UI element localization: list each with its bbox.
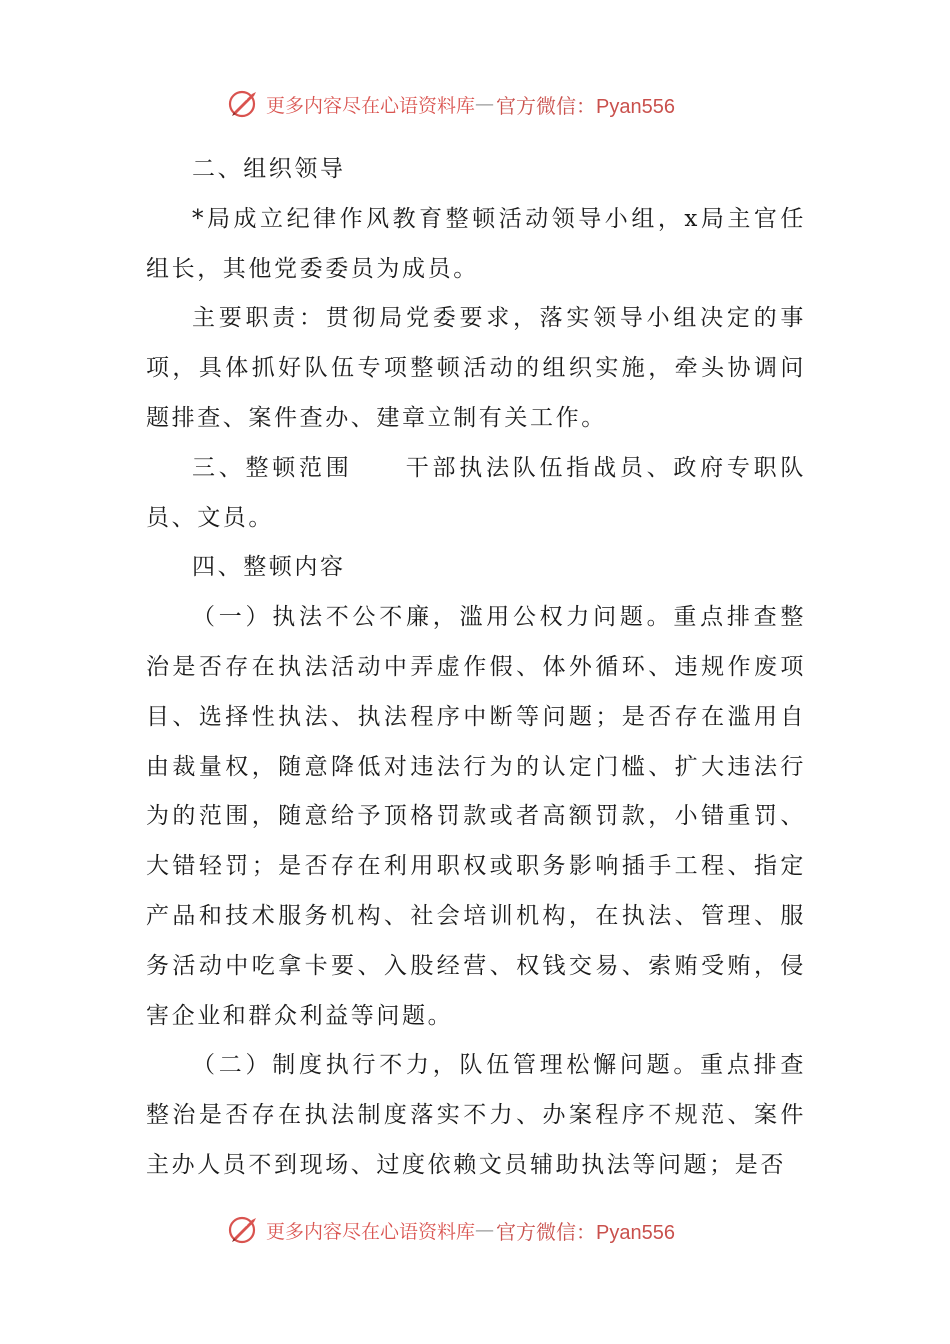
pen-logo-icon [226,86,262,122]
paragraph-content-item-1: （一）执法不公不廉，滥用公权力问题。重点排查整治是否存在执法活动中弄虚作假、体外循环、违规作废项目、选择性执法、执法程序中断等问题；是否存在滥用自由裁量权，随意降低对违法行为的认定门槛、扩大违法行为的范围，随意给予顶格罚款或者高额罚款，小错重罚、大错轻罚；是否存在利用职权或职务影响插手工程、指定产品和技术服务机构、社会培训机构，在执法、管理、服务活动中吃拿卡要、入股经营、权钱交易、索贿受贿，侵害企业和群众利益等问题。 [146,604,806,1029]
section-heading-content: 四、整顿内容 [192,554,346,581]
section-heading-organization: 二、组织领导 [192,156,346,182]
watermark-separator: — [475,93,495,115]
watermark-top [226,84,675,124]
paragraph-main-duties: 主要职责：贯彻局党委要求，落实领导小组决定的事项，具体抓好队伍专项整顿活动的组织实施，牵头协调问题排查、案件查办、建章立制有关工作。 [146,305,806,431]
watermark-bottom [226,1210,675,1250]
section-heading-scope: 三、整顿范围 [192,454,353,481]
watermark-separator: — [475,1219,495,1241]
watermark-cn-text: 更多内容尽在心语资料库 [266,1220,476,1243]
watermark-cn-text: 更多内容尽在心语资料库 [266,94,476,117]
document-body [146,145,806,1191]
watermark-contact-text: 官方微信：Pyan556 [496,1221,675,1244]
scope-text: 干部执法队伍指战员、政府专职队员、文员。 [146,454,806,531]
watermark-contact-text: 官方微信：Pyan556 [496,95,675,118]
pen-logo-icon [226,1212,262,1248]
paragraph-content-item-2: （二）制度执行不力，队伍管理松懈问题。重点排查整治是否存在执法制度落实不力、办案程序不规范、案件主办人员不到现场、过度依赖文员辅助执法等问题；是否 [146,1052,806,1178]
paragraph-scope [146,444,806,544]
paragraph-leading-group: *局成立纪律作风教育整顿活动领导小组，x局主官任组长，其他党委委员为成员。 [146,205,806,282]
